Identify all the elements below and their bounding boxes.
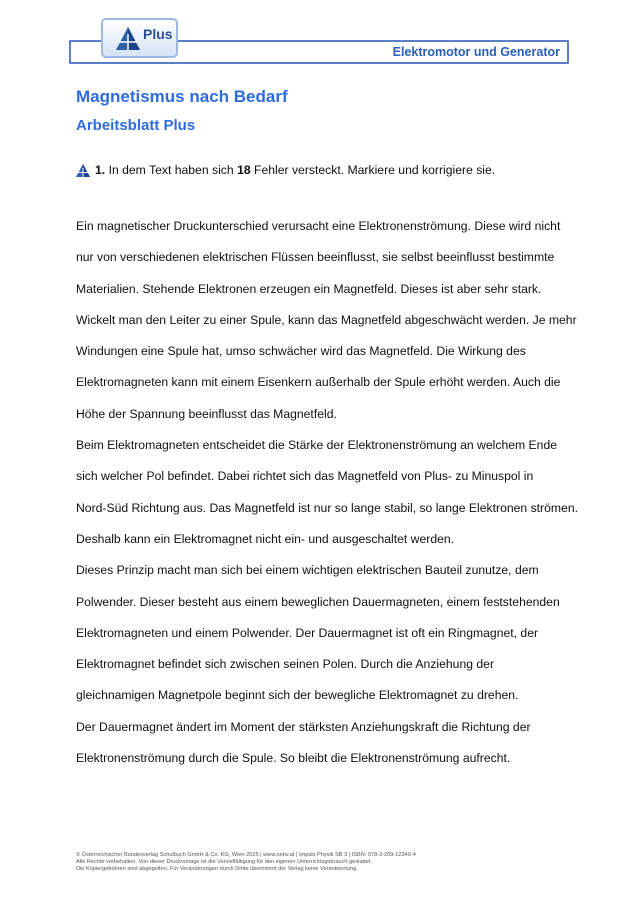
text-line: Elektromagnet befindet sich zwischen seinen Polen. Durch die Anziehung der <box>76 657 495 672</box>
text-line: gleichnamigen Magnetpole beginnt sich der bewegliche Elektromagnet zu drehen. <box>76 688 519 703</box>
footer-line: © Österreichischer Bundesverlag Schulbuch GmbH & Co. KG, Wien 2025 | www.oebv.at | Impuls Physik SB 3 | ISBN: 978-3-209-12340-4 <box>76 852 416 858</box>
text-line: Windungen eine Spule hat, umso schwächer wird das Magnetfeld. Die Wirkung des <box>76 344 526 359</box>
text-line: Polwender. Dieser besteht aus einem beweglichen Dauermagneten, einem feststehenden <box>76 594 560 609</box>
footer-copyright <box>76 852 416 874</box>
footer-line: Alle Rechte vorbehalten. Von dieser Druckvorlage ist die Vervielfältigung für den eigenen Unterrichtsgebrauch gestattet. <box>76 859 373 866</box>
text-line: Elektronenströmung durch die Spule. So bleibt die Elektronenströmung aufrecht. <box>76 751 511 766</box>
plus-logo <box>101 18 178 58</box>
task-number: 1. <box>95 163 106 177</box>
text-line: Nord-Süd Richtung aus. Das Magnetfeld ist nur so lange stabil, so lange Elektronen strömen. <box>76 500 578 515</box>
task-instruction <box>76 163 495 177</box>
task-text-before: In dem Text haben sich <box>108 163 234 177</box>
page-title: Magnetismus nach Bedarf <box>76 87 288 106</box>
text-line: Deshalb kann ein Elektromagnet nicht ein- und ausgeschaltet werden. <box>76 531 455 546</box>
logo-text: Plus <box>143 26 173 42</box>
page-subtitle: Arbeitsblatt Plus <box>76 117 196 134</box>
text-line: Wickelt man den Leiter zu einer Spule, kann das Magnetfeld abgeschwächt werden. Je mehr <box>76 312 577 327</box>
triangle-icon <box>115 26 141 52</box>
text-line: Beim Elektromagneten entscheidet die Stärke der Elektronenströmung an welchem Ende <box>76 438 557 453</box>
text-line: Elektromagneten kann mit einem Eisenkern außerhalb der Spule erhöht werden. Auch die <box>76 375 561 390</box>
text-line: sich welcher Pol befindet. Dabei richtet sich das Magnetfeld von Plus- zu Minuspol in <box>76 469 534 484</box>
text-line: Der Dauermagnet ändert im Moment der stärksten Anziehungskraft die Richtung der <box>76 719 531 734</box>
text-line: nur von verschiedenen elektrischen Flüssen beeinflusst, sie selbst beeinflusst bestimmte <box>76 250 555 265</box>
task-text-after: Fehler versteckt. Markiere und korrigiere sie. <box>254 163 496 177</box>
text-line: Materialien. Stehende Elektronen erzeugen ein Magnetfeld. Dieses ist aber sehr stark. <box>76 281 542 296</box>
triangle-level-icon <box>76 164 90 177</box>
exercise-text <box>76 217 576 780</box>
text-line: Elektromagneten und einem Polwender. Der Dauermagnet ist oft ein Ringmagnet, der <box>76 625 539 640</box>
text-line: Dieses Prinzip macht man sich bei einem wichtigen elektrischen Bauteil zunutze, dem <box>76 563 539 578</box>
header-topic: Elektromotor und Generator <box>392 45 560 59</box>
text-line: Höhe der Spannung beeinflusst das Magnetfeld. <box>76 406 337 421</box>
task-count: 18 <box>237 163 251 177</box>
text-line: Ein magnetischer Druckunterschied verursacht eine Elektronenströmung. Diese wird nicht <box>76 219 561 233</box>
footer-line: Die Kopiergebühren sind abgegolten. Für Veränderungen durch Dritte übernimmt der Verlag keine Verantwortung. <box>76 866 358 873</box>
